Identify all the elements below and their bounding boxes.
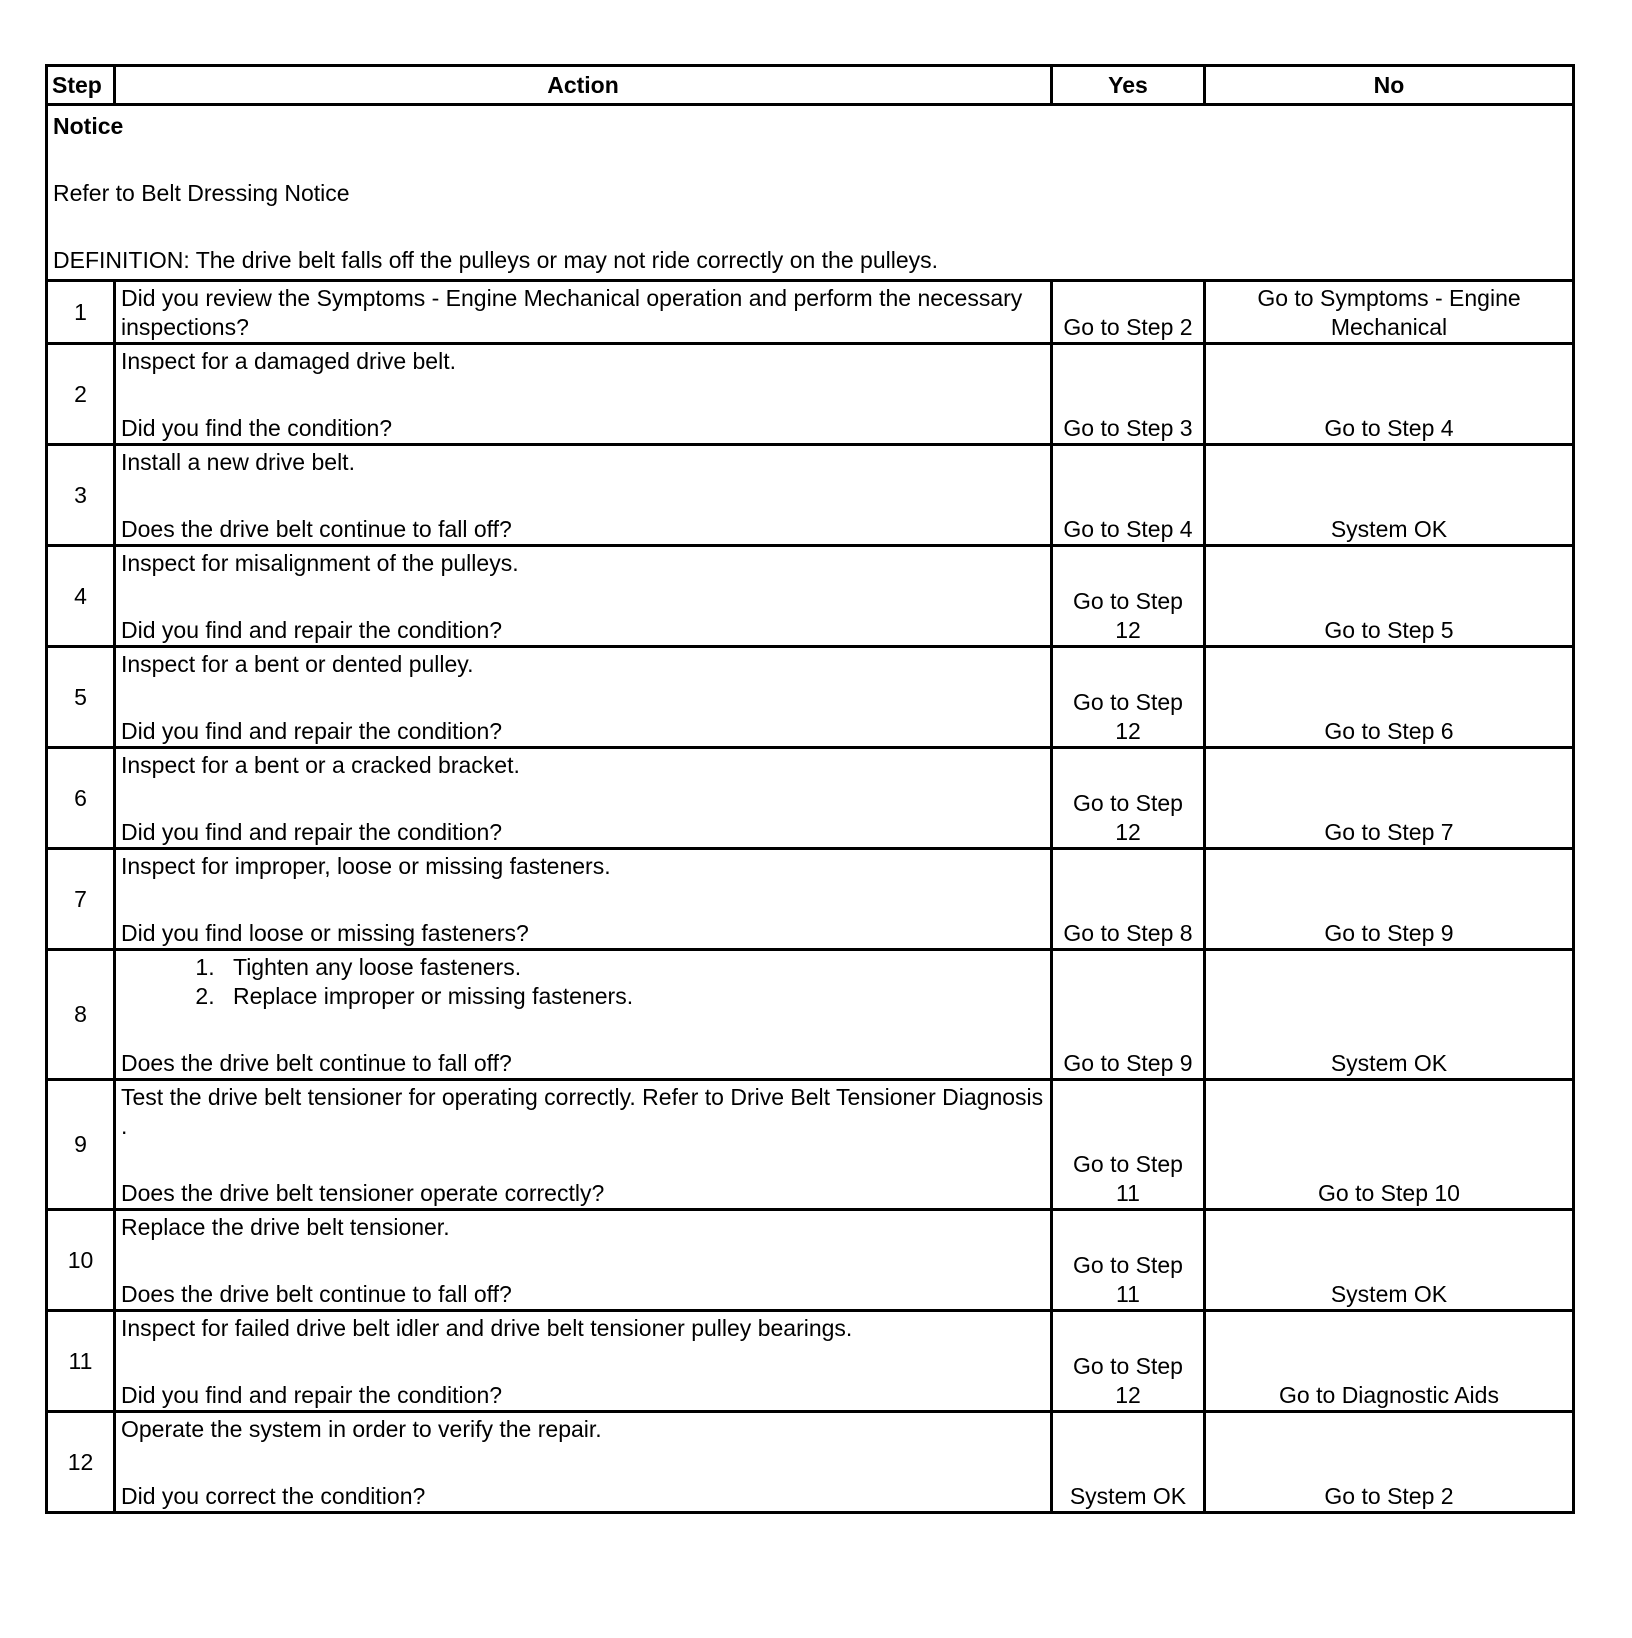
step-number: 9 (47, 1080, 115, 1210)
action-cell (115, 950, 1052, 1080)
action-cell (115, 281, 1052, 344)
header-action: Action (115, 66, 1052, 105)
yes-result: Go to Step 9 (1052, 950, 1205, 1080)
header-yes: Yes (1052, 66, 1205, 105)
action-question: Does the drive belt tensioner operate correctly? (121, 1180, 605, 1206)
yes-result: Go to Step 3 (1052, 344, 1205, 445)
step-number: 6 (47, 748, 115, 849)
table-row (47, 748, 1574, 849)
no-result: Go to Step 2 (1205, 1412, 1574, 1513)
notice-row (47, 105, 1574, 281)
no-result: Go to Step 7 (1205, 748, 1574, 849)
no-result: Go to Step 4 (1205, 344, 1574, 445)
action-cell (115, 1311, 1052, 1412)
step-number: 11 (47, 1311, 115, 1412)
action-cell (115, 1412, 1052, 1513)
action-instruction: Inspect for improper, loose or missing fasteners. (121, 853, 611, 879)
table-row (47, 445, 1574, 546)
action-cell (115, 647, 1052, 748)
table-row (47, 1080, 1574, 1210)
table-row (47, 1311, 1574, 1412)
no-result: Go to Step 9 (1205, 849, 1574, 950)
header-row (47, 66, 1574, 105)
table-row (47, 281, 1574, 344)
no-result: Go to Symptoms - Engine Mechanical (1205, 281, 1574, 344)
action-question: Did you correct the condition? (121, 1483, 426, 1509)
action-instruction: Inspect for misalignment of the pulleys. (121, 550, 519, 576)
no-result: System OK (1205, 1210, 1574, 1311)
no-result: Go to Diagnostic Aids (1205, 1311, 1574, 1412)
table-row (47, 546, 1574, 647)
table-row (47, 1412, 1574, 1513)
action-instruction: Test the drive belt tensioner for operating correctly. Refer to Drive Belt Tensioner Diagnosis . (121, 1084, 1044, 1139)
yes-result: Go to Step 12 (1052, 647, 1205, 748)
action-question: Did you find and repair the condition? (121, 617, 503, 643)
step-number: 10 (47, 1210, 115, 1311)
yes-result: Go to Step 2 (1052, 281, 1205, 344)
table-row (47, 344, 1574, 445)
action-cell (115, 849, 1052, 950)
action-question: Did you find loose or missing fasteners? (121, 920, 529, 946)
no-result: System OK (1205, 950, 1574, 1080)
action-cell (115, 546, 1052, 647)
action-instruction: Install a new drive belt. (121, 449, 355, 475)
table-row (47, 950, 1574, 1080)
notice-title: Notice (53, 113, 124, 139)
action-instruction: Inspect for a damaged drive belt. (121, 348, 456, 374)
action-instruction: Inspect for a bent or a cracked bracket. (121, 752, 520, 778)
yes-result: Go to Step 8 (1052, 849, 1205, 950)
action-instruction: Inspect for failed drive belt idler and drive belt tensioner pulley bearings. (121, 1315, 853, 1341)
action-question: Does the drive belt continue to fall off? (121, 1050, 512, 1076)
table-row (47, 849, 1574, 950)
step-number: 2 (47, 344, 115, 445)
yes-result: Go to Step 12 (1052, 546, 1205, 647)
yes-result: Go to Step 11 (1052, 1210, 1205, 1311)
action-cell (115, 445, 1052, 546)
step-number: 8 (47, 950, 115, 1080)
yes-result: System OK (1052, 1412, 1205, 1513)
step-number: 4 (47, 546, 115, 647)
header-no: No (1205, 66, 1574, 105)
yes-result: Go to Step 11 (1052, 1080, 1205, 1210)
table-row (47, 647, 1574, 748)
action-steps-list (121, 953, 1045, 1011)
action-question: Did you find the condition? (121, 415, 393, 441)
action-step-item: 2. Replace improper or missing fasteners. (221, 982, 1045, 1011)
action-cell (115, 1210, 1052, 1311)
action-cell (115, 748, 1052, 849)
table-row (47, 1210, 1574, 1311)
action-step-item: 1. Tighten any loose fasteners. (221, 953, 1045, 982)
action-question: Did you find and repair the condition? (121, 718, 503, 744)
notice-definition: DEFINITION: The drive belt falls off the pulleys or may not ride correctly on the pulleys. (53, 247, 939, 273)
step-number: 5 (47, 647, 115, 748)
action-question: Does the drive belt continue to fall off? (121, 1281, 512, 1307)
no-result: System OK (1205, 445, 1574, 546)
action-question: Does the drive belt continue to fall off? (121, 516, 512, 542)
no-result: Go to Step 10 (1205, 1080, 1574, 1210)
yes-result: Go to Step 12 (1052, 1311, 1205, 1412)
notice-reference: Refer to Belt Dressing Notice (53, 180, 350, 206)
action-instruction: Inspect for a bent or dented pulley. (121, 651, 474, 677)
action-instruction: Operate the system in order to verify the repair. (121, 1416, 602, 1442)
notice-cell (47, 105, 1574, 281)
action-cell (115, 1080, 1052, 1210)
action-question: Did you find and repair the condition? (121, 819, 503, 845)
no-result: Go to Step 6 (1205, 647, 1574, 748)
diagnostic-table (45, 64, 1575, 1514)
step-number: 1 (47, 281, 115, 344)
action-text: Did you review the Symptoms - Engine Mechanical operation and perform the necessary inspections? (121, 285, 1023, 340)
yes-result: Go to Step 4 (1052, 445, 1205, 546)
yes-result: Go to Step 12 (1052, 748, 1205, 849)
step-number: 3 (47, 445, 115, 546)
step-number: 7 (47, 849, 115, 950)
action-question: Did you find and repair the condition? (121, 1382, 503, 1408)
no-result: Go to Step 5 (1205, 546, 1574, 647)
action-cell (115, 344, 1052, 445)
action-instruction: Replace the drive belt tensioner. (121, 1214, 450, 1240)
step-number: 12 (47, 1412, 115, 1513)
header-step: Step (47, 66, 115, 105)
